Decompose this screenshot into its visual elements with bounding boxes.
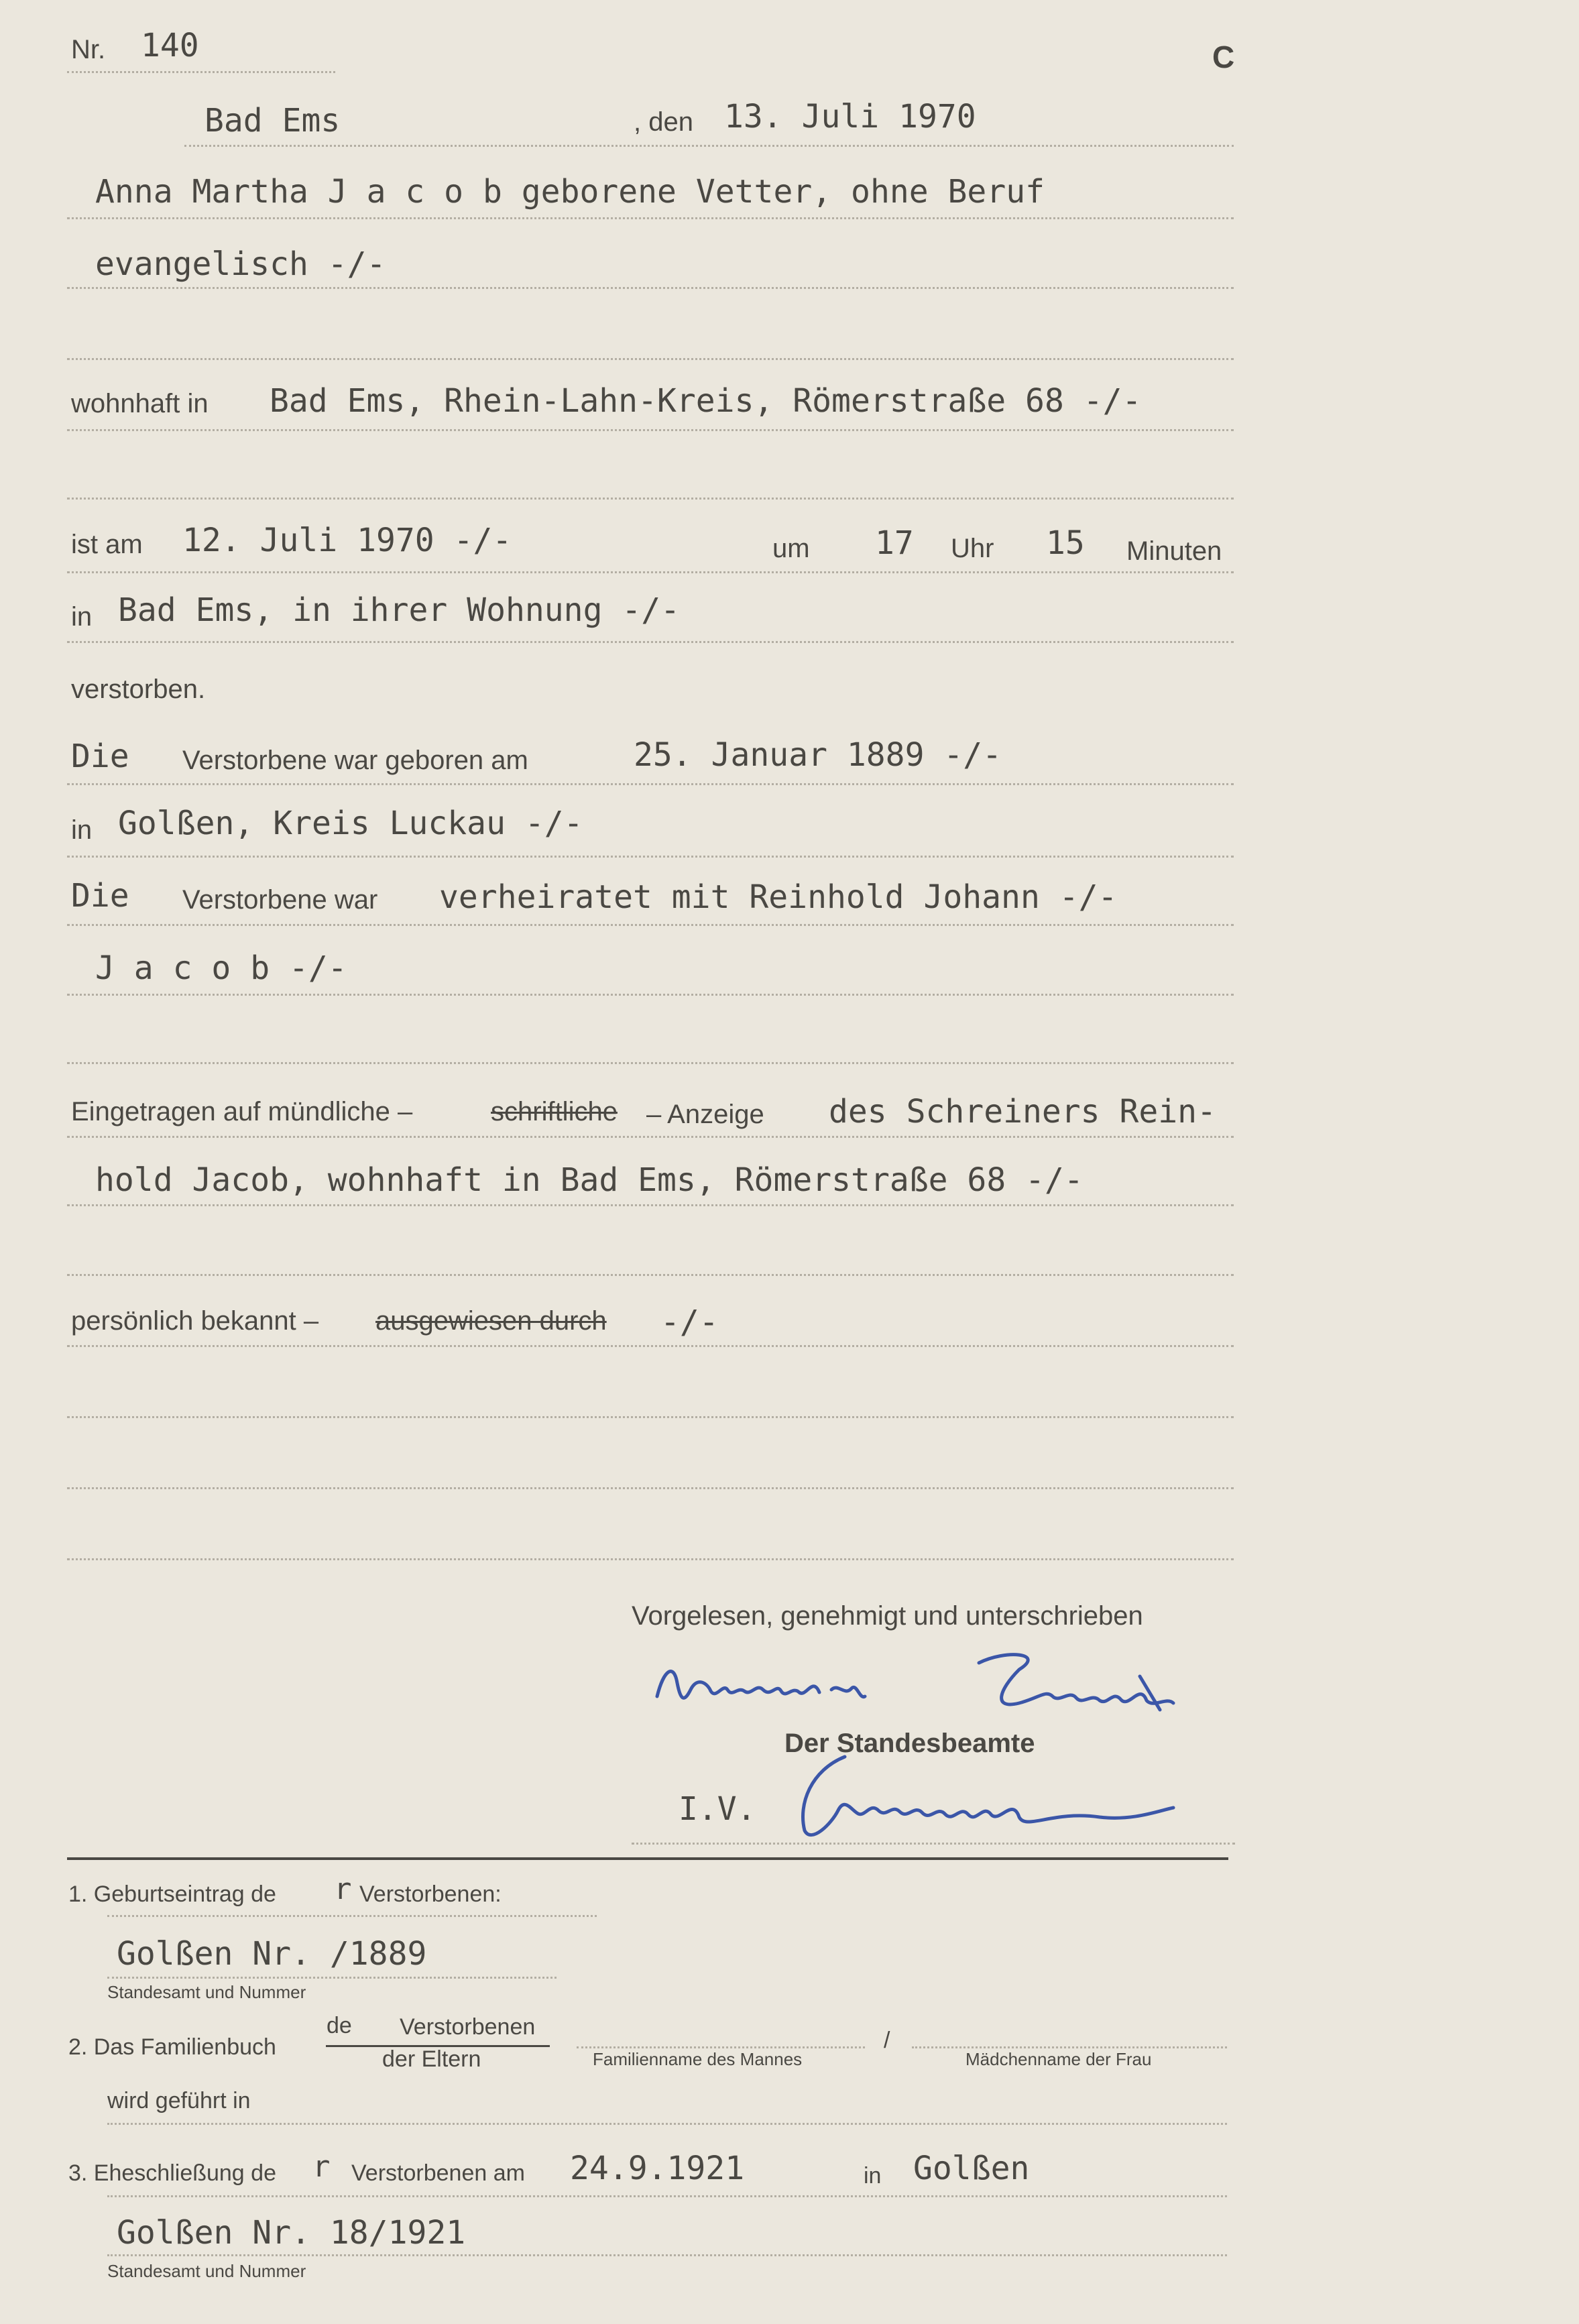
rule [67,1416,1234,1418]
birth-place: Golßen, Kreis Luckau -/- [118,805,583,842]
rule [67,783,1234,785]
person-line-2: evangelisch -/- [95,245,386,283]
rule [67,217,1234,219]
um-label: um [772,534,810,563]
footer-item-3-letter: r [312,2150,331,2184]
footer-item-2-eltern: der Eltern [382,2046,481,2072]
rule [107,1977,557,1979]
rule [67,287,1234,289]
death-place: Bad Ems, in ihrer Wohnung -/- [118,591,681,629]
rule [67,1204,1234,1206]
identity-value: -/- [660,1303,719,1341]
rule [67,1558,1234,1560]
birth-place-label: in [71,815,93,845]
report-line-1: des Schreiners Rein- [829,1093,1216,1130]
birth-date: 25. Januar 1889 -/- [634,736,1002,774]
rule [912,2046,1227,2048]
caption-wife: Mädchenname der Frau [966,2049,1152,2069]
marriage-label: Verstorbene war [182,885,378,915]
death-place-label: in [71,602,93,632]
uhr-label: Uhr [951,534,994,563]
rule [67,1345,1234,1347]
footer-item-3-label: 3. Eheschließung de [68,2160,276,2186]
footer-item-3-value: Golßen Nr. 18/1921 [117,2214,466,2252]
rule [184,145,1234,147]
footer-item-2-wird: wird geführt in [107,2088,251,2113]
marriage-die: Die [71,877,129,915]
den-label: , den [634,107,693,137]
footer-item-2-de: de [327,2013,352,2038]
death-hour: 17 [875,524,914,562]
nr-value: 140 [141,27,199,64]
rule [67,856,1234,858]
rule [67,571,1234,573]
footer-item-1-value: Golßen Nr. /1889 [117,1935,427,1973]
rule [577,2046,865,2048]
informant-signature [644,1636,1220,1730]
identity-label-a: persönlich bekannt – [71,1306,319,1336]
death-minute: 15 [1046,524,1085,562]
slash: / [884,2028,890,2053]
corner-letter: C [1212,40,1235,74]
footer-item-2-verstorbenen: Verstorbenen [400,2014,536,2040]
residence-value: Bad Ems, Rhein-Lahn-Kreis, Römerstraße 68 -/- [270,382,1142,420]
rule [67,498,1234,500]
rule [67,1274,1234,1276]
birth-die: Die [71,738,129,775]
rule [632,1843,1235,1845]
verstorben-label: verstorben. [71,675,206,704]
rule [107,2123,1227,2125]
read-approved-label: Vorgelesen, genehmigt und unterschrieben [632,1601,1143,1631]
footer-item-3-in: in [864,2163,882,2189]
rule [67,71,335,73]
rule [67,429,1234,431]
rule [107,2254,1227,2256]
footer-item-1-suffix: Verstorbenen: [359,1881,502,1907]
rule [107,2195,1227,2197]
marriage-line-1: verheiratet mit Reinhold Johann -/- [439,878,1118,916]
rule [67,358,1234,360]
record-date: 13. Juli 1970 [724,98,976,135]
residence-label: wohnhaft in [71,389,209,418]
minuten-label: Minuten [1126,536,1222,566]
caption-office-1: Standesamt und Nummer [107,1982,306,2002]
report-line-2: hold Jacob, wohnhaft in Bad Ems, Römerstraße 68 -/- [95,1161,1084,1199]
iv-label: I.V. [679,1790,756,1828]
registrar-signature [784,1743,1187,1851]
place: Bad Ems [204,102,341,139]
report-label-b: – Anzeige [646,1100,764,1129]
rule [67,1062,1234,1064]
rule [67,1487,1234,1489]
caption-office-3: Standesamt und Nummer [107,2261,306,2281]
rule [67,1136,1234,1138]
rule [67,924,1234,926]
caption-husband: Familienname des Mannes [593,2049,803,2069]
footer-item-2-label: 2. Das Familienbuch [68,2034,276,2060]
report-label-struck: schriftliche [491,1097,618,1126]
person-line-1: Anna Martha J a c o b geborene Vetter, ohne Beruf [95,173,1045,211]
death-date: 12. Juli 1970 -/- [182,522,512,559]
footer-item-3-suffix: Verstorbenen am [351,2160,525,2186]
birth-label: Verstorbene war geboren am [182,746,528,775]
section-divider [67,1857,1228,1860]
rule [67,994,1234,996]
rule [107,1915,597,1917]
rule [67,641,1234,643]
footer-item-3-date: 24.9.1921 [570,2150,745,2187]
footer-item-3-place: Golßen [913,2150,1030,2187]
report-label-a: Eingetragen auf mündliche – [71,1097,413,1126]
footer-item-1-letter: r [334,1872,352,1906]
identity-label-struck: ausgewiesen durch [375,1306,607,1336]
nr-label: Nr. [71,35,106,64]
marriage-line-2: J a c o b -/- [95,949,347,987]
death-date-label: ist am [71,530,143,559]
registrar-label: Der Standesbeamte [784,1729,1035,1758]
footer-item-1-label: 1. Geburtseintrag de [68,1881,276,1907]
